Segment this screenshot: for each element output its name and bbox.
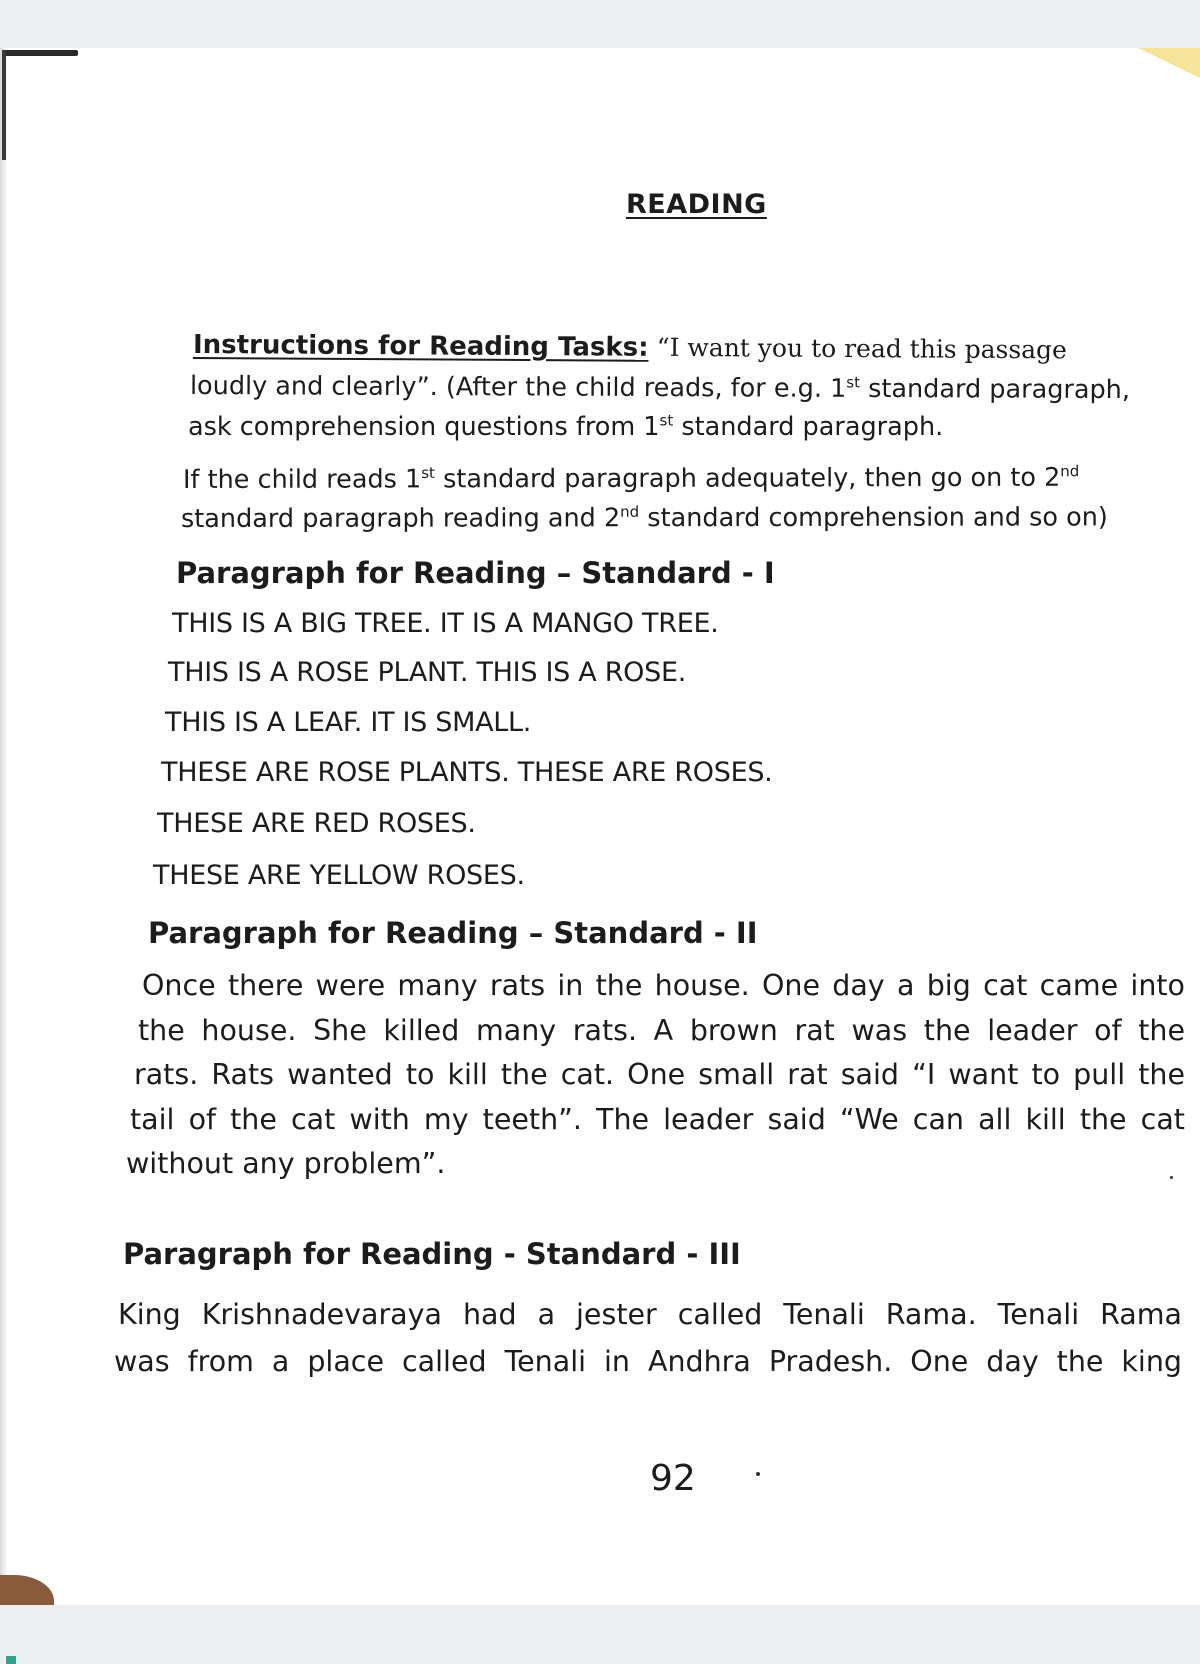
paper-corner-fold	[1138, 48, 1200, 78]
standard-3-paragraph	[114, 1291, 1182, 1385]
instructions-text-5b: standard comprehension and so on)	[639, 502, 1108, 534]
page-title: READING	[626, 189, 767, 220]
document-page	[0, 48, 1200, 1605]
standard-1-heading: Paragraph for Reading – Standard - I	[176, 556, 775, 590]
standard-1-line: THIS IS A ROSE PLANT. THIS IS A ROSE.	[168, 657, 686, 688]
paragraph-line: rats. Rats wanted to kill the cat. One small rat said “I want to pull the	[134, 1058, 1185, 1091]
scan-edge-marker	[6, 1656, 16, 1664]
instructions-label: Instructions for Reading Tasks:	[192, 330, 649, 363]
instructions-text-3a: ask comprehension questions from 1	[188, 412, 660, 442]
scan-corner-mark	[2, 50, 78, 56]
scan-speck	[1170, 1176, 1173, 1179]
ordinal-suffix: nd	[1060, 462, 1080, 481]
standard-2-paragraph	[126, 964, 1185, 1187]
paragraph-line: tail of the cat with my teeth”. The leader said “We can all kill the cat	[130, 1102, 1185, 1136]
instructions-text-5a: standard paragraph reading and 2	[180, 503, 621, 534]
instructions-line-1	[193, 330, 1067, 367]
instructions-text-2b: standard paragraph,	[859, 373, 1131, 406]
ordinal-suffix: st	[659, 411, 674, 430]
paragraph-line: without any problem”.	[126, 1147, 446, 1180]
standard-1-line: THESE ARE RED ROSES.	[157, 808, 476, 839]
ordinal-suffix: st	[421, 463, 435, 482]
standard-1-line: THESE ARE ROSE PLANTS. THESE ARE ROSES.	[161, 757, 773, 788]
ordinal-suffix: nd	[620, 502, 640, 521]
page-edge-shadow	[0, 48, 8, 1605]
standard-1-line: THIS IS A LEAF. IT IS SMALL.	[165, 707, 532, 738]
paragraph-line: King Krishnadevaraya had a jester called Tenali Rama. Tenali Rama	[118, 1298, 1182, 1331]
instructions-line-5	[181, 502, 1108, 534]
thumb-mark	[0, 1575, 54, 1605]
page-number: 92	[650, 1458, 696, 1499]
instructions-text-3b: standard paragraph.	[673, 412, 944, 442]
instructions-text-4b: standard paragraph adequately, then go on to 2	[434, 462, 1061, 495]
standard-3-heading: Paragraph for Reading - Standard - III	[123, 1237, 741, 1271]
instructions-text-2a: loudly and clearly”. (After the child reads, for e.g. 1	[189, 371, 847, 404]
paragraph-line: was from a place called Tenali in Andhra Pradesh. One day the king	[114, 1345, 1182, 1378]
instructions-line-4	[183, 463, 1079, 496]
standard-1-line: THIS IS A BIG TREE. IT IS A MANGO TREE.	[172, 608, 719, 639]
standard-2-heading: Paragraph for Reading – Standard - II	[148, 916, 758, 950]
standard-1-line: THESE ARE YELLOW ROSES.	[153, 860, 525, 891]
instructions-line-3	[188, 412, 943, 443]
scan-speck	[756, 1472, 760, 1476]
instructions-text-1: “I want you to read this passage	[656, 332, 1068, 365]
paragraph-line: Once there were many rats in the house. One day a big cat came into	[142, 969, 1185, 1002]
instructions-text-4a: If the child reads 1	[182, 464, 422, 495]
scan-edge-mark	[2, 50, 6, 160]
paragraph-line: the house. She killed many rats. A brown rat was the leader of the	[138, 1013, 1185, 1047]
instructions-line-2	[190, 371, 1130, 406]
ordinal-suffix: st	[846, 373, 861, 392]
